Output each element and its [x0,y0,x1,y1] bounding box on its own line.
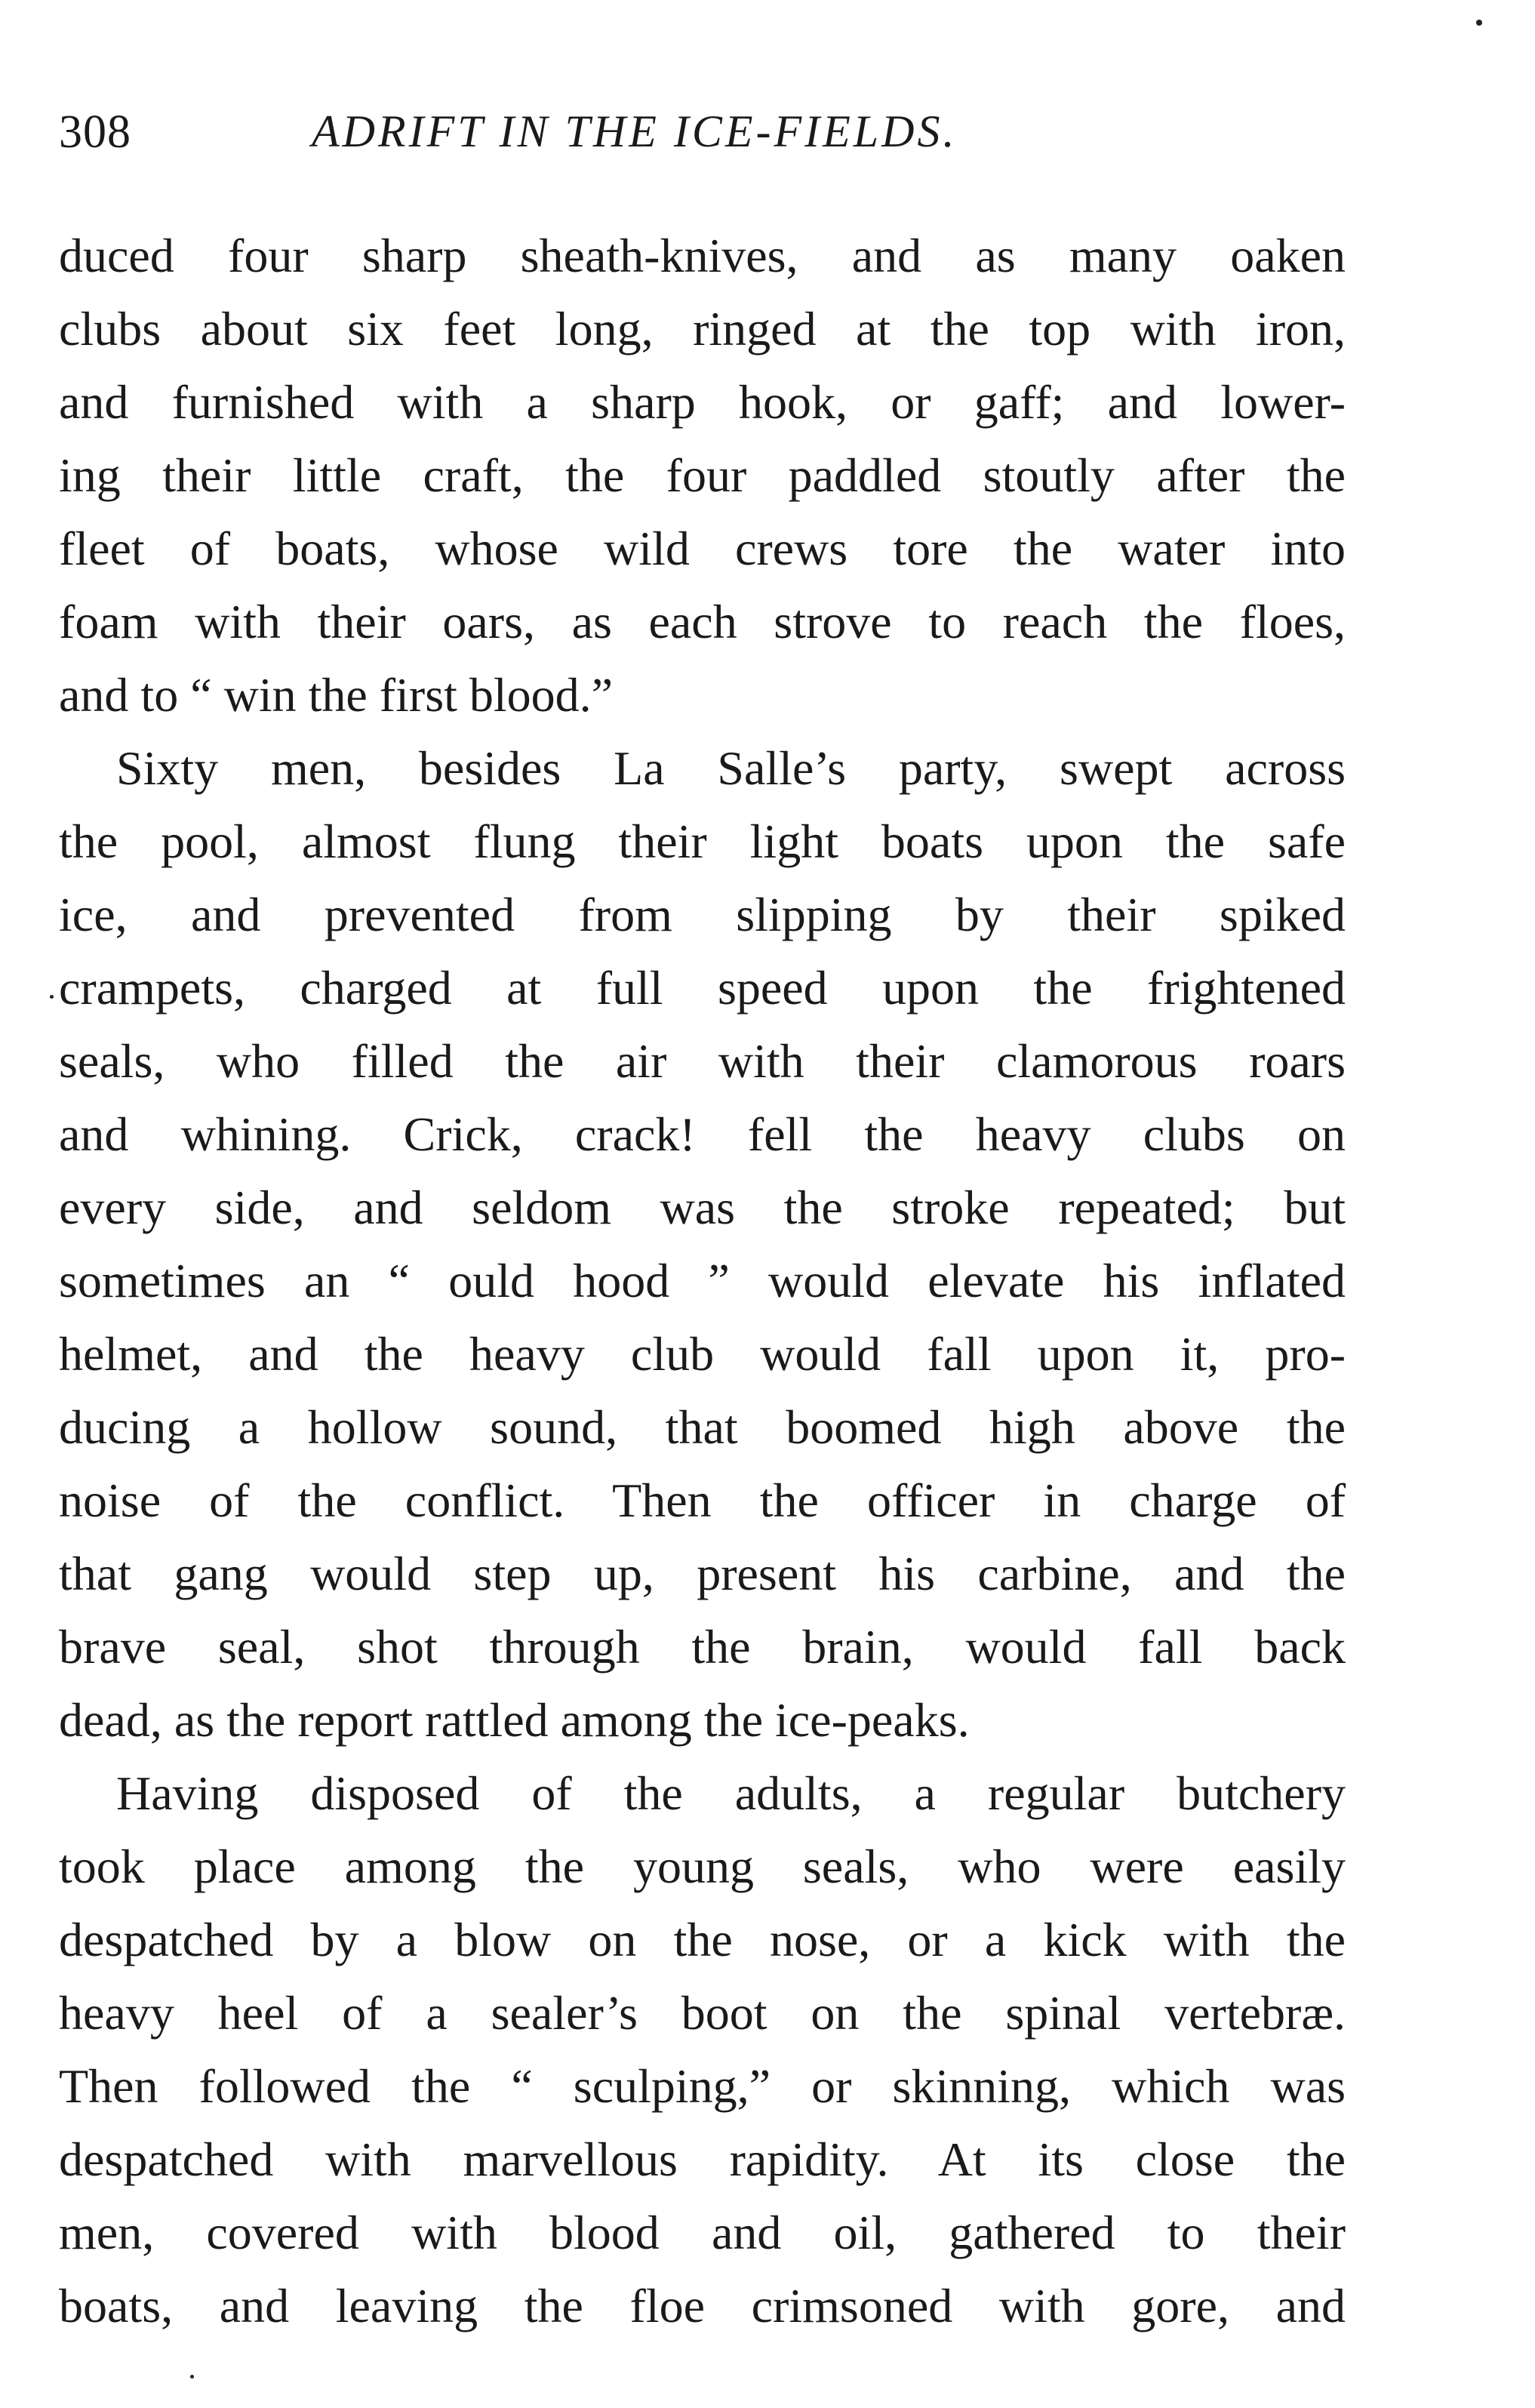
text-line: fleet of boats, whose wild crews tore the water into [59,522,1346,575]
text-line: dead, as the report rattled among the ice-peaks. [59,1693,970,1747]
scan-speck [1476,20,1482,26]
text-line: sometimes an “ ould hood ” would elevate his inflated [59,1254,1346,1307]
text-line: the pool, almost flung their light boats upon the safe [59,814,1346,868]
text-line: clubs about six feet long, ringed at the top with iron, [59,302,1346,356]
page-number: 308 [59,106,131,158]
page-header [59,106,1342,174]
text-line: ice, and prevented from slipping by their spiked [59,888,1346,941]
text-line: that gang would step up, present his carbine, and the [59,1547,1346,1600]
text-line: heavy heel of a sealer’s boot on the spinal vertebræ. [59,1986,1346,2040]
scan-speck [190,2375,194,2379]
text-line: Sixty men, besides La Salle’s party, swept across [116,741,1346,795]
text-line: despatched with marvellous rapidity. At its close the [59,2132,1346,2186]
text-line: ducing a hollow sound, that boomed high above the [59,1400,1346,1454]
text-line: and whining. Crick, crack! fell the heavy clubs on [59,1107,1346,1161]
text-line: every side, and seldom was the stroke repeated; but [59,1181,1346,1234]
text-line: crampets, charged at full speed upon the frightened [59,961,1346,1015]
body-text [59,219,1346,2342]
paragraph [59,1757,1346,2342]
paragraph [59,219,1346,731]
text-line: and to “ win the first blood.” [59,668,614,722]
text-line: noise of the conflict. Then the officer in charge of [59,1473,1346,1527]
text-line: boats, and leaving the floe crimsoned with gore, and [59,2279,1346,2333]
text-line: helmet, and the heavy club would fall upon it, pro- [59,1327,1346,1381]
text-line: seals, who filled the air with their clamorous roars [59,1034,1346,1088]
text-line: duced four sharp sheath-knives, and as many oaken [59,229,1346,282]
text-line: Having disposed of the adults, a regular butchery [116,1766,1346,1820]
text-line: ing their little craft, the four paddled stoutly after the [59,448,1346,502]
text-line: Then followed the “ sculping,” or skinning, which was [59,2059,1346,2113]
text-line: men, covered with blood and oil, gathered to their [59,2206,1346,2259]
scan-speck [50,995,54,999]
text-line: took place among the young seals, who were easily [59,1840,1346,1893]
running-title: ADRIFT IN THE ICE-FIELDS. [312,106,958,156]
text-line: brave seal, shot through the brain, would fall back [59,1620,1346,1674]
text-line: foam with their oars, as each strove to reach the floes, [59,595,1346,648]
text-line: despatched by a blow on the nose, or a kick with the [59,1913,1346,1966]
text-line: and furnished with a sharp hook, or gaff; and lower- [59,375,1346,429]
paragraph [59,731,1346,1757]
